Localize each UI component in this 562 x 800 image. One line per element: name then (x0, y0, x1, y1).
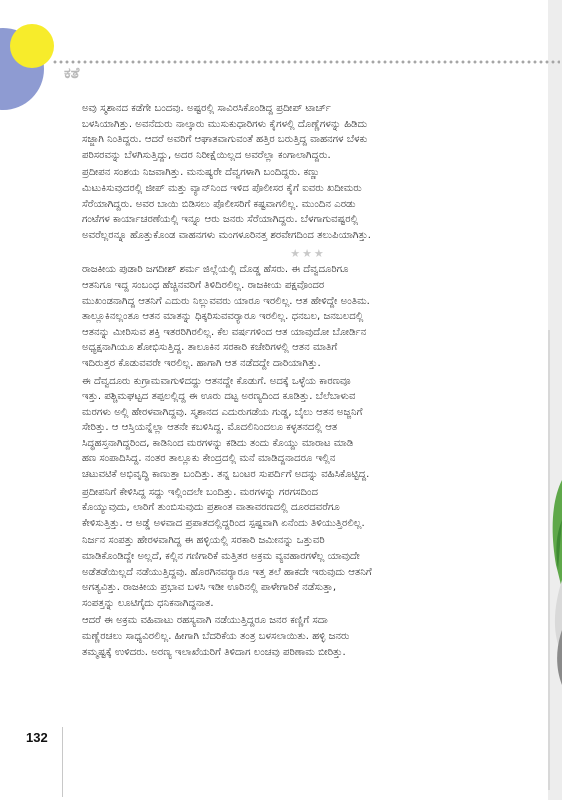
section-divider-stars: ★★★ (290, 247, 326, 261)
paragraph: ಆದರೆ ಈ ಅಕ್ರಮ ವಹಿವಾಟು ರಹಸ್ಯವಾಗಿ ನಡೆಯುತ್ತಿದ್ದರೂ ಜನರ ಕಣ್ಣಿಗೆ ಸದಾ ಮಣ್ಣೆರಚಲು ಸಾಧ್ಯವಿರಲಿಲ್ಲ. ಹೀಗಾಗಿ ಬೆದರಿಕೆಯ ತಂತ್ರ ಬಳಸಲಾಯಿತು. ಹಳ್ಳಿ ಜನರು ತಮ್ಮಷ್ಟಕ್ಕೆ ಉಳಿದರು. ಅರಣ್ಯ ಇಲಾಖೆಯರಿಗೆ ತಿಳಿದಾಗ ಲಂಚವು ಪರಿಣಾಮ ಬೀರಿತ್ತು. (82, 615, 350, 658)
margin-plant-illustration (540, 330, 562, 790)
story-text-block (82, 101, 534, 662)
section-label: ಕತೆ (64, 64, 80, 82)
paragraph: ರಾಜಕೀಯ ಪುಡಾರಿ ಜಗದೀಶ್ ಶರ್ಮ ಜಿಲ್ಲೆಯಲ್ಲಿ ದೊಡ್ಡ ಹೆಸರು. ಈ ದೆವ್ವದೂರಿಗೂ ಆತನಿಗೂ ಇದ್ದ ಸಂಬಂಧ ಹೆಚ್ಚಿನವರಿಗೆ ತಿಳಿದಿರಲಿಲ್ಲ. ರಾಜಕೀಯ ಪಕ್ಷವೊಂದರ ಮುಖಂಡನಾಗಿದ್ದ ಆತನಿಗೆ ಎದುರು ನಿಲ್ಲುವವರು ಯಾರೂ ಇರಲಿಲ್ಲ. ಆತ ಹೇಳಿದ್ದೇ ಅಂತಿಮ. ತಾಲ್ಲೂಕಿನಲ್ಲಂತೂ ಆತನ ಮಾತನ್ನು ಧಿಕ್ಕರಿಸುವವರ್‍ಯಾರೂ ಇರಲಿಲ್ಲ. ಧನಬಲ, ಜನಬಲದಲ್ಲಿ ಆತನನ್ನು ಮೀರಿಸುವ ಶಕ್ತಿ ಇತರರಿಗಿರಲಿಲ್ಲ. ಕೆಲ ವರ್ಷಗಳಿಂದ ಆತ ಯಾವುದೋ ಬೋರ್ಡಿನ ಅಧ್ಯಕ್ಷನಾಗಿಯೂ ಶೋಭಿಸುತ್ತಿದ್ದ. ತಾಲೂಕಿನ ಸರಕಾರಿ ಕಚೇರಿಗಳಲ್ಲಿ ಆತನ ಮಾತಿಗೆ ಇದಿರುತ್ತರ ಕೊಡುವವರೇ ಇರಲಿಲ್ಲ. ಹಾಗಾಗಿ ಆತ ನಡೆದದ್ದೇ ದಾರಿಯಾಗಿತ್ತು. (82, 264, 370, 369)
paragraph: ನಿರ್ಜನ ಸಂಪತ್ತು ಹೇರಳವಾಗಿದ್ದ ಈ ಹಳ್ಳಿಯಲ್ಲಿ ಸರಕಾರಿ ಜಮೀನನ್ನು ಒತ್ತುವರಿ ಮಾಡಿಕೊಂಡಿದ್ದೇ ಅಲ್ಲದೆ, ಕಲ್ಲಿನ ಗಣಿಗಾರಿಕೆ ಮತ್ತಿತರ ಅಕ್ರಮ ವ್ಯವಹಾರಗಳೆಲ್ಲ ಯಾವುದೇ ಅಡೆತಡೆಯಿಲ್ಲದೆ ನಡೆಯುತ್ತಿದ್ದವು. ಹೊರಗಿನವರ್‍ಯಾರೂ ಇತ್ತ ತಲೆ ಹಾಕದೇ ಇರುವುದು ಆತನಿಗೆ ಅಗತ್ಯವಿತ್ತು. ರಾಜಕೀಯ ಪ್ರಭಾವ ಬಳಸಿ ಇಡೀ ಊರಿನಲ್ಲಿ ಪಾಳೇಗಾರಿಕೆ ನಡೆಸುತ್ತಾ, ಸಂಪತ್ತನ್ನು ಲೂಟಿಗೈದು ಧನಿಕನಾಗಿದ್ದನಾತ. (82, 535, 372, 609)
paragraph: ಈ ದೆವ್ವದೂರು ಕುಗ್ರಾಮವಾಗುಳಿದದ್ದು ಆತನದ್ದೇ ಕೊಡುಗೆ. ಅದಕ್ಕೆ ಒಳ್ಳೆಯ ಕಾರಣವೂ ಇತ್ತು. ಪಶ್ಚಿಮಘಟ್ಟದ ತಪ್ಪಲಲ್ಲಿದ್ದ ಈ ಊರು ದಟ್ಟ ಅರಣ್ಯದಿಂದ ಕೂಡಿತ್ತು. ಬೆಲೆಬಾಳುವ ಮರಗಳು ಅಲ್ಲಿ ಹೇರಳವಾಗಿದ್ದವು. ಸ್ಮಶಾನದ ಎದುರುಗಡೆಯ ಗುಡ್ಡ, ಬೈಲು ಆತನ ಅಜ್ಜನಿಗೆ ಸೇರಿತ್ತು. ಆ ಆಸ್ತಿಯನ್ನೆಲ್ಲಾ ಆತನೇ ಕಬಳಿಸಿದ್ದ. ಮೊದಲಿನಿಂದಲೂ ಕಳ್ಳತನದಲ್ಲಿ ಆತ ಸಿದ್ಧಹಸ್ತನಾಗಿದ್ದರಿಂದ, ಕಾಡಿನಿಂದ ಮರಗಳನ್ನು ಕಡಿದು ತಂದು ಕೊಯ್ದು ಮಾರಾಟ ಮಾಡಿ ಹಣ ಸಂಪಾದಿಸಿದ್ದ. ನಂತರ ತಾಲ್ಲೂಕು ಕೇಂದ್ರದಲ್ಲಿ ಮನೆ ಮಾಡಿದ್ದನಾದರೂ ಇಲ್ಲಿನ ಚಟುವಟಿಕೆ ಅಭಿವೃದ್ಧಿ ಕಾಣುತ್ತಾ ಬಂದಿತ್ತು. ತನ್ನ ಬಂಟರ ಸುಪರ್ದಿಗೆ ಅದನ್ನು ವಹಿಸಿಕೊಟ್ಟಿದ್ದ. (82, 375, 370, 481)
paragraph: ಪ್ರದೀಪನಿಗೆ ಕೇಳಿಸಿದ್ದ ಸದ್ದು ಇಲ್ಲಿಂದಲೇ ಬಂದಿತ್ತು. ಮರಗಳನ್ನು ಗರಗಸದಿಂದ ಕೊಯ್ಯುವುದು, ಲಾರಿಗೆ ತುಂಬಿಸುವುದು ಪ್ರಶಾಂತ ವಾತಾವರಣದಲ್ಲಿ ದೂರದವರೆಗೂ ಕೇಳಿಸುತ್ತಿತ್ತು. ಆ ಅಡ್ಡೆ ಅಳವಾದ ಪ್ರಪಾತದಲ್ಲಿದ್ದರಿಂದ ಸ್ಪಷ್ಟವಾಗಿ ಏನೆಂದು ತಿಳಿಯುತ್ತಿರಲಿಲ್ಲ. (82, 486, 365, 529)
paragraph: ಪ್ರದೀಪನ ಸಂಶಯ ನಿಜವಾಗಿತ್ತು. ಮನುಷ್ಯರೇ ದೆವ್ವಗಳಾಗಿ ಬಂದಿದ್ದರು. ಕಣ್ಣು ಮಿಟುಕಿಸುವುದರಲ್ಲಿ ಜೀಪ್ ಮತ್ತು ವ್ಯಾನ್‌ನಿಂದ ಇಳಿದ ಪೊಲೀಸರ ಕೈಗೆ ಐವರು ಖದೀಮರು ಸೆರೆಯಾಗಿದ್ದರು. ಅವರ ಬಾಯಿ ಬಿಡಿಸಲು ಪೊಲೀಸರಿಗೆ ಕಷ್ಟವಾಗಲಿಲ್ಲ. ಮುಂದಿನ ಎರಡು ಗಂಟೆಗಳ ಕಾರ್ಯಾಚರಣೆಯಲ್ಲಿ ಇನ್ನೂ ಆರು ಜನರು ಸೆರೆಯಾಗಿದ್ದರು. ಬೆಳಗಾಗುವಷ್ಟರಲ್ಲಿ ಅವರೆಲ್ಲರನ್ನೂ ಹೊತ್ತುಕೊಂಡ ವಾಹನಗಳು ಮಂಗಳೂರಿನತ್ತ ಶರವೇಗದಿಂದ ತಲುಪಿಯಾಗಿತ್ತು. (82, 167, 372, 241)
page-number: 132 (26, 730, 48, 745)
paragraph: ಅವು ಸ್ಮಶಾನದ ಕಡೆಗೇ ಬಂದವು. ಅಷ್ಟರಲ್ಲಿ ಸಾವಿರಸಿಕೊಂಡಿದ್ದ ಪ್ರದೀಪ್ ಟಾರ್ಚ್ ಬಳಸಿಯಾಗಿತ್ತು. ಅವನೆದುರು ನಾಲ್ಕಾರು ಮುಸುಕುಧಾರಿಗಳು ಕೈಗಳಲ್ಲಿ ದೊಣ್ಣೆಗಳನ್ನು ಹಿಡಿದು ಸಜ್ಜಾಗಿ ನಿಂತಿದ್ದರು. ಆದರೆ ಅವರಿಗೆ ಆಘಾತವಾಗುವಂತೆ ಹತ್ತಿರ ಬರುತ್ತಿದ್ದ ವಾಹನಗಳ ಬೆಳಕು ಪರಿಸರವನ್ನು ಬೆಳಗಿಸುತ್ತಿದ್ದು, ಅದರ ನಿರೀಕ್ಷೆಯಿಲ್ಲದ ಅವರೆಲ್ಲಾ ಕಂಗಾಲಾಗಿದ್ದರು. (82, 103, 368, 161)
dotted-header-rule (52, 60, 560, 64)
decorative-yellow-circle (10, 24, 54, 68)
page-number-rule (62, 727, 63, 797)
